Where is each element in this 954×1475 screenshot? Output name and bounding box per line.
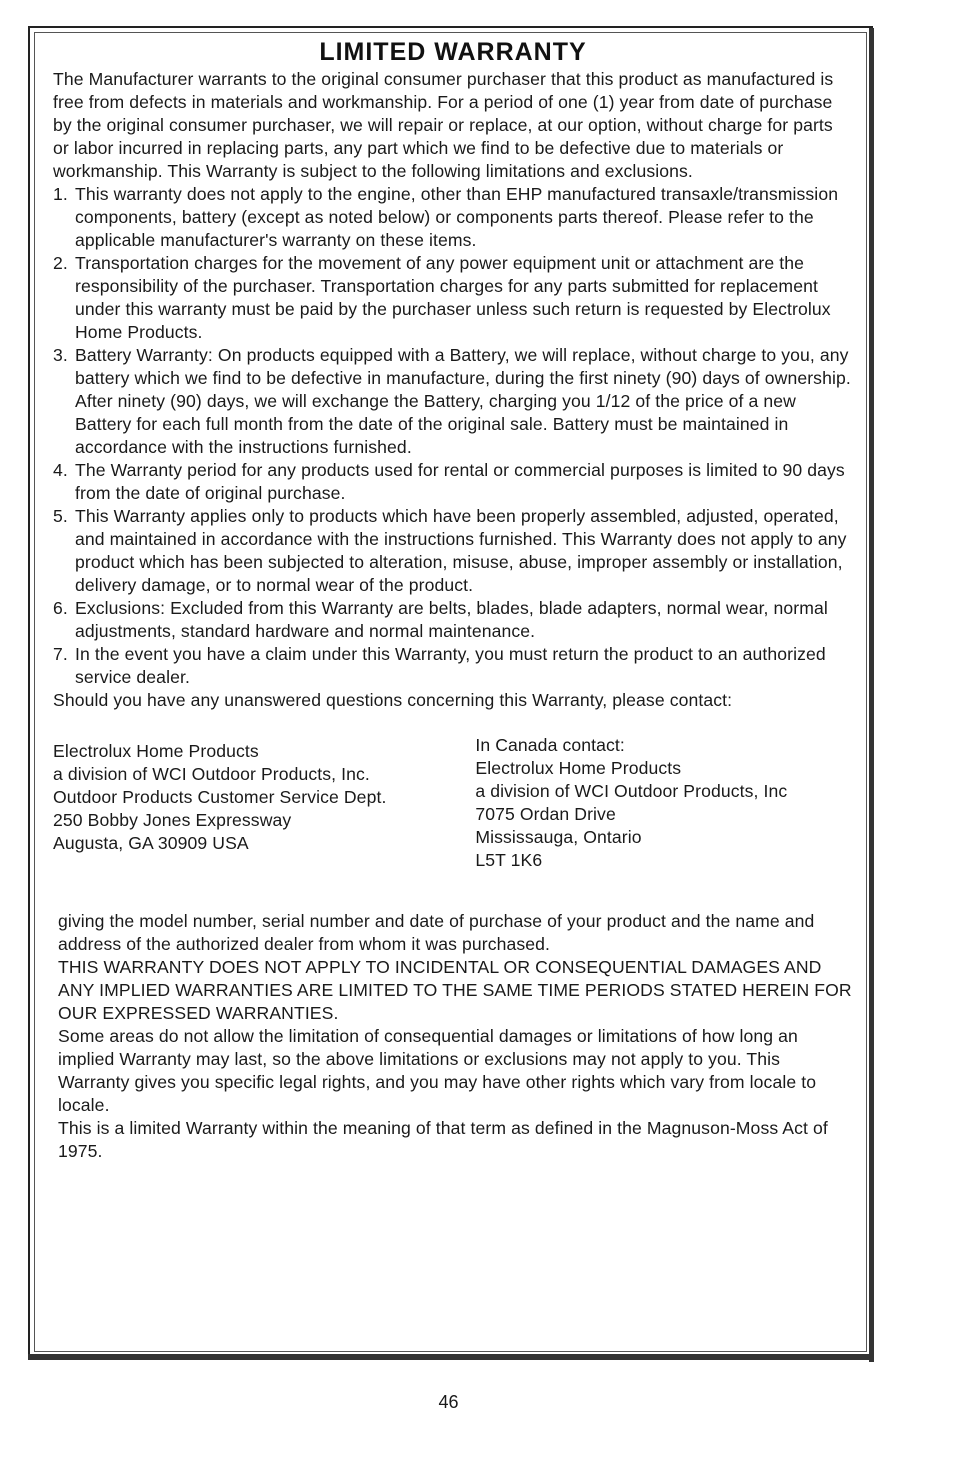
list-item-number: 5. xyxy=(53,506,68,526)
list-item-text: Battery Warranty: On products equipped with a Battery, we will replace, without charge to you, any battery which we find to be defective in manufacture, during the first ninety (90) days of ownership. After ninety (90) days, we will exchange the Battery, charging you 1/12 of the price of a new Battery for each full month from the date of the original sale. Battery must be maintained in accordance with the instructions furnished. xyxy=(75,345,851,457)
address-line: L5T 1K6 xyxy=(475,850,543,870)
list-item xyxy=(53,344,853,459)
list-item xyxy=(53,459,853,505)
address-line: Electrolux Home Products xyxy=(475,758,682,778)
address-line: a division of WCI Outdoor Products, Inc. xyxy=(53,764,370,784)
intro-paragraph: The Manufacturer warrants to the original consumer purchaser that this product as manufactured is free from defects in materials and workmanship. For a period of one (1) year from date of purchase by the original consumer purchaser, we will repair or replace, at our option, without charge for parts or labor incurred in replacing parts, any part which we find to be defective due to materials or workmanship. This Warranty is subject to the following limitations and exclusions. xyxy=(53,69,834,181)
list-item xyxy=(53,252,853,344)
border-shadow-right xyxy=(869,28,874,1362)
warranty-content xyxy=(53,36,853,1163)
limitations-list xyxy=(53,183,853,689)
list-item-text: Exclusions: Excluded from this Warranty are belts, blades, blade adapters, normal wear, normal adjustments, standard hardware and normal maintenance. xyxy=(75,598,828,641)
list-item-number: 1. xyxy=(53,184,68,204)
list-item-text: In the event you have a claim under this Warranty, you must return the product to an authorized service dealer. xyxy=(75,644,826,687)
list-item-number: 3. xyxy=(53,345,68,365)
canada-address xyxy=(475,734,853,872)
list-item-text: This warranty does not apply to the engine, other than EHP manufactured transaxle/transmission components, battery (except as noted below) or components parts thereof. Please refer to the applicable manufacturer's warranty on these items. xyxy=(75,184,839,250)
list-item xyxy=(53,597,853,643)
address-line: In Canada contact: xyxy=(475,735,625,755)
closing-paragraph: giving the model number, serial number and date of purchase of your product and the name and address of the authorized dealer from whom it was purchased. xyxy=(58,911,815,954)
list-item xyxy=(53,505,853,597)
page-title: LIMITED WARRANTY xyxy=(319,38,587,66)
contact-intro: Should you have any unanswered questions concerning this Warranty, please contact: xyxy=(53,690,733,710)
legal-rights-paragraph: Some areas do not allow the limitation of consequential damages or limitations of how long an implied Warranty may last, so the above limitations or exclusions may not apply to you. This Warranty gives you specific legal rights, and you may have other rights which vary from locale to locale. xyxy=(58,1026,817,1115)
disclaimer-paragraph: THIS WARRANTY DOES NOT APPLY TO INCIDENTAL OR CONSEQUENTIAL DAMAGES AND ANY IMPLIED WARRANTIES ARE LIMITED TO THE SAME TIME PERIODS STATED HEREIN FOR OUR EXPRESSED WARRANTIES. xyxy=(58,957,852,1023)
list-item-number: 4. xyxy=(53,460,68,480)
magnuson-moss-paragraph: This is a limited Warranty within the meaning of that term as defined in the Magnuson-Moss Act of 1975. xyxy=(58,1118,828,1161)
address-line: 250 Bobby Jones Expressway xyxy=(53,810,292,830)
list-item-number: 2. xyxy=(53,253,68,273)
address-line: Electrolux Home Products xyxy=(53,741,259,761)
list-item-number: 6. xyxy=(53,598,68,618)
list-item-text: This Warranty applies only to products which have been properly assembled, adjusted, operated, and maintained in accordance with the instructions furnished. This Warranty does not apply to any product which has been subjected to alteration, misuse, abuse, improper assembly or installation, delivery damage, or to normal wear of the product. xyxy=(75,506,847,595)
address-line: a division of WCI Outdoor Products, Inc xyxy=(475,781,788,801)
page-number: 46 xyxy=(438,1392,459,1412)
list-item-number: 7. xyxy=(53,644,68,664)
closing-section xyxy=(53,910,853,1163)
border-shadow-bottom xyxy=(28,1354,874,1360)
us-address xyxy=(53,734,475,872)
address-line: Augusta, GA 30909 USA xyxy=(53,833,249,853)
address-line: 7075 Ordan Drive xyxy=(475,804,616,824)
list-item-text: The Warranty period for any products used for rental or commercial purposes is limited to 90 days from the date of original purchase. xyxy=(75,460,845,503)
list-item xyxy=(53,643,853,689)
list-item-text: Transportation charges for the movement of any power equipment unit or attachment are the responsibility of the purchaser. Transportation charges for any parts submitted for replacement under this warranty must be paid by the purchaser unless such return is requested by Electrolux Home Products. xyxy=(75,253,831,342)
contact-addresses xyxy=(53,734,853,872)
address-line: Mississauga, Ontario xyxy=(475,827,642,847)
list-item xyxy=(53,183,853,252)
address-line: Outdoor Products Customer Service Dept. xyxy=(53,787,387,807)
